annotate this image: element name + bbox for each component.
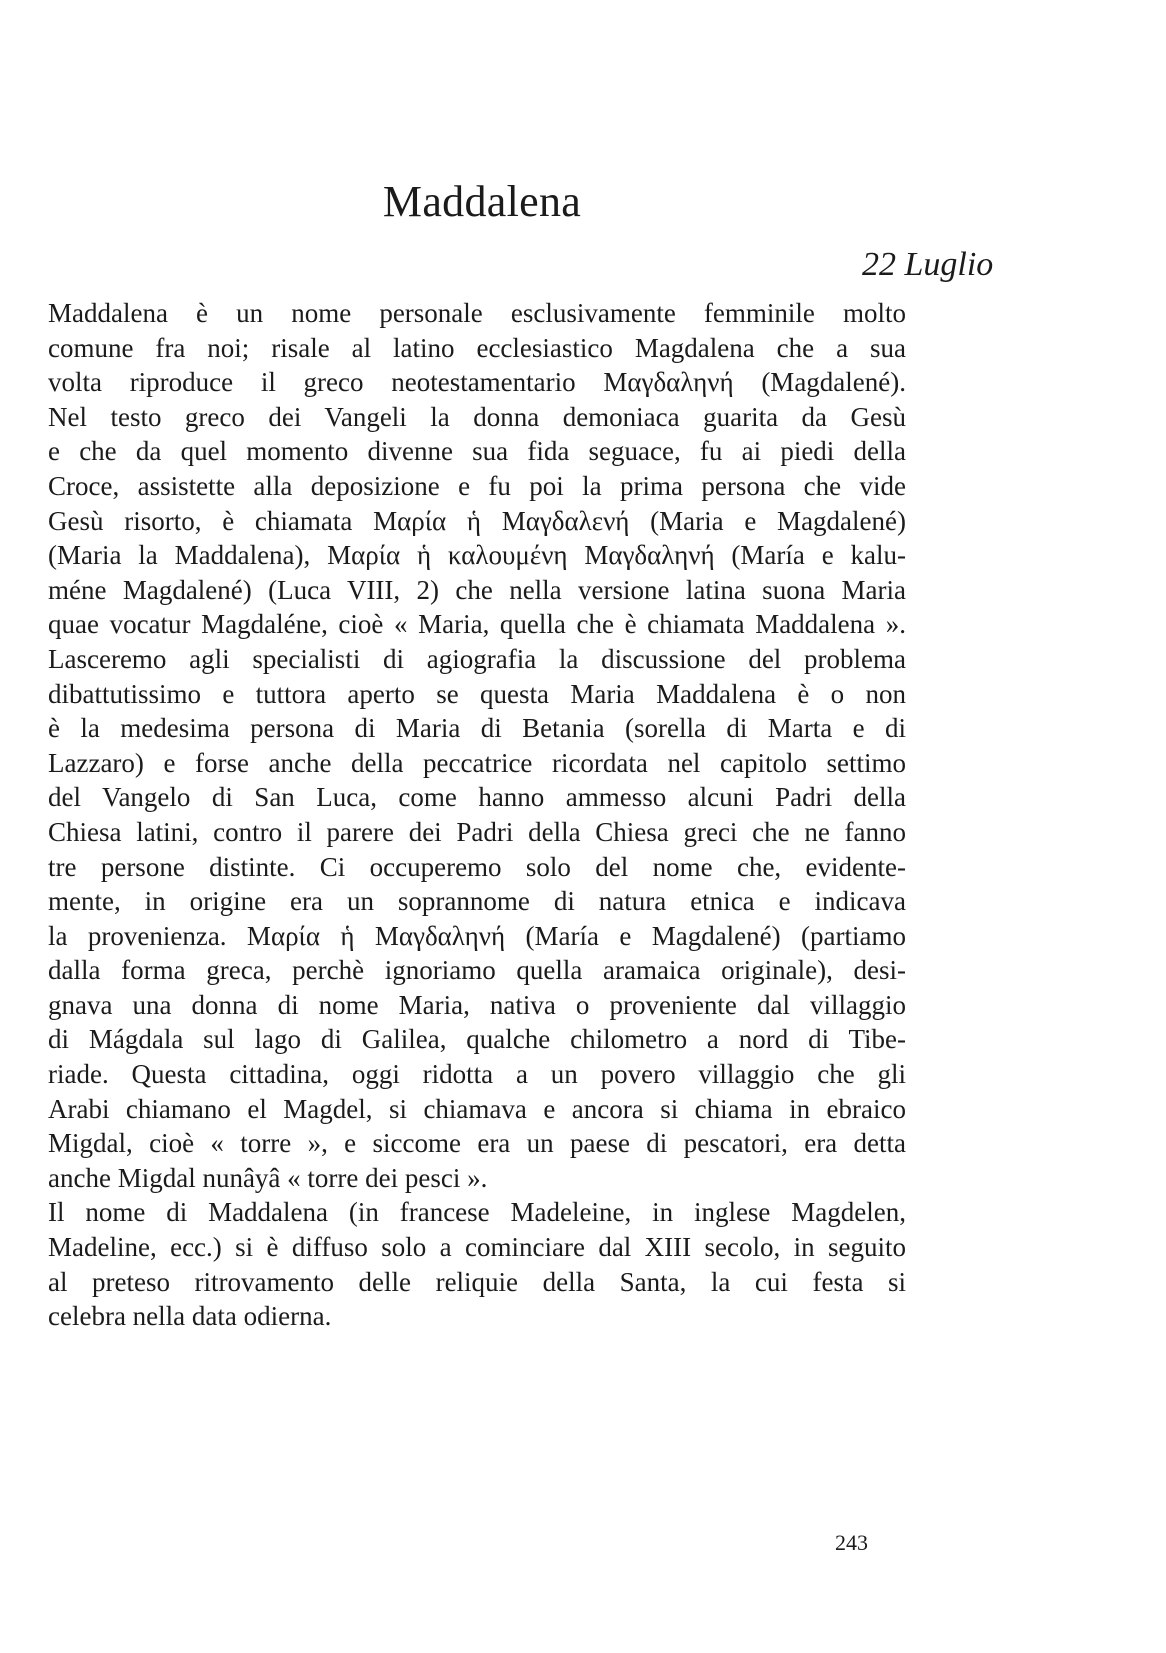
text-line: volta riproduce il greco neotestamentario Μαγδαληνή (Magdalené). xyxy=(48,367,906,398)
text-line: comune fra noi; risale al latino ecclesiastico Magdalena che a sua xyxy=(48,332,906,363)
text-line: Lasceremo agli specialisti di agiografia la discussione del problema xyxy=(48,643,906,674)
text-line: Chiesa latini, contro il parere dei Padri della Chiesa greci che ne fanno xyxy=(48,816,906,847)
feast-date: 22 Luglio xyxy=(862,246,994,283)
text-line: quae vocatur Magdaléne, cioè « Maria, quella che è chiamata Maddalena ». xyxy=(48,609,906,640)
text-line: anche Migdal nunâyâ « torre dei pesci ». xyxy=(48,1162,488,1193)
text-line: méne Magdalené) (Luca VIII, 2) che nella versione latina suona Maria xyxy=(48,574,906,605)
text-line: Maddalena è un nome personale esclusivamente femminile molto xyxy=(48,298,906,328)
text-line: Croce, assistette alla deposizione e fu poi la prima persona che vide xyxy=(48,470,906,501)
text-line: Il nome di Maddalena (in francese Madeleine, in inglese Magdelen, xyxy=(48,1197,906,1228)
text-line: gnava una donna di nome Maria, nativa o proveniente dal villaggio xyxy=(48,989,906,1020)
text-line: dibattutissimo e tuttora aperto se questa Maria Maddalena è o non xyxy=(48,678,906,709)
page-number: 243 xyxy=(835,1530,868,1555)
body-text xyxy=(48,296,906,1334)
text-line: al preteso ritrovamento delle reliquie della Santa, la cui festa si xyxy=(48,1266,906,1297)
text-line: Arabi chiamano el Magdel, si chiamava e ancora si chiama in ebraico xyxy=(48,1093,906,1124)
text-line: tre persone distinte. Ci occuperemo solo del nome che, evidente- xyxy=(48,851,906,882)
text-line: la provenienza. Μαρία ἡ Μαγδαληνή (María e Magdalené) (partiamo xyxy=(48,920,906,951)
text-line: celebra nella data odierna. xyxy=(48,1301,332,1332)
text-line: riade. Questa cittadina, oggi ridotta a un povero villaggio che gli xyxy=(48,1059,906,1090)
text-line: del Vangelo di San Luca, come hanno ammesso alcuni Padri della xyxy=(48,782,906,813)
text-line: è la medesima persona di Maria di Betania (sorella di Marta e di xyxy=(48,713,906,744)
page-title: Maddalena xyxy=(382,177,582,226)
text-line: Nel testo greco dei Vangeli la donna demoniaca guarita da Gesù xyxy=(48,401,906,432)
text-line: e che da quel momento divenne sua fida seguace, fu ai piedi della xyxy=(48,436,906,467)
text-line: dalla forma greca, perchè ignoriamo quella aramaica originale), desi- xyxy=(48,955,906,986)
text-line: di Mágdala sul lago di Galilea, qualche chilometro a nord di Tibe- xyxy=(48,1024,906,1055)
text-line: mente, in origine era un soprannome di natura etnica e indicava xyxy=(48,886,906,917)
text-line: Lazzaro) e forse anche della peccatrice ricordata nel capitolo settimo xyxy=(48,747,906,778)
text-line: Gesù risorto, è chiamata Μαρία ἡ Μαγδαλενή (Maria e Magdalené) xyxy=(48,505,906,536)
text-line: Migdal, cioè « torre », e siccome era un paese di pescatori, era detta xyxy=(48,1128,906,1159)
text-line: (Maria la Maddalena), Μαρία ἡ καλουμένη Μαγδαληνή (María e kalu- xyxy=(48,540,906,571)
text-line: Madeline, ecc.) si è diffuso solo a cominciare dal XIII secolo, in seguito xyxy=(48,1232,906,1263)
